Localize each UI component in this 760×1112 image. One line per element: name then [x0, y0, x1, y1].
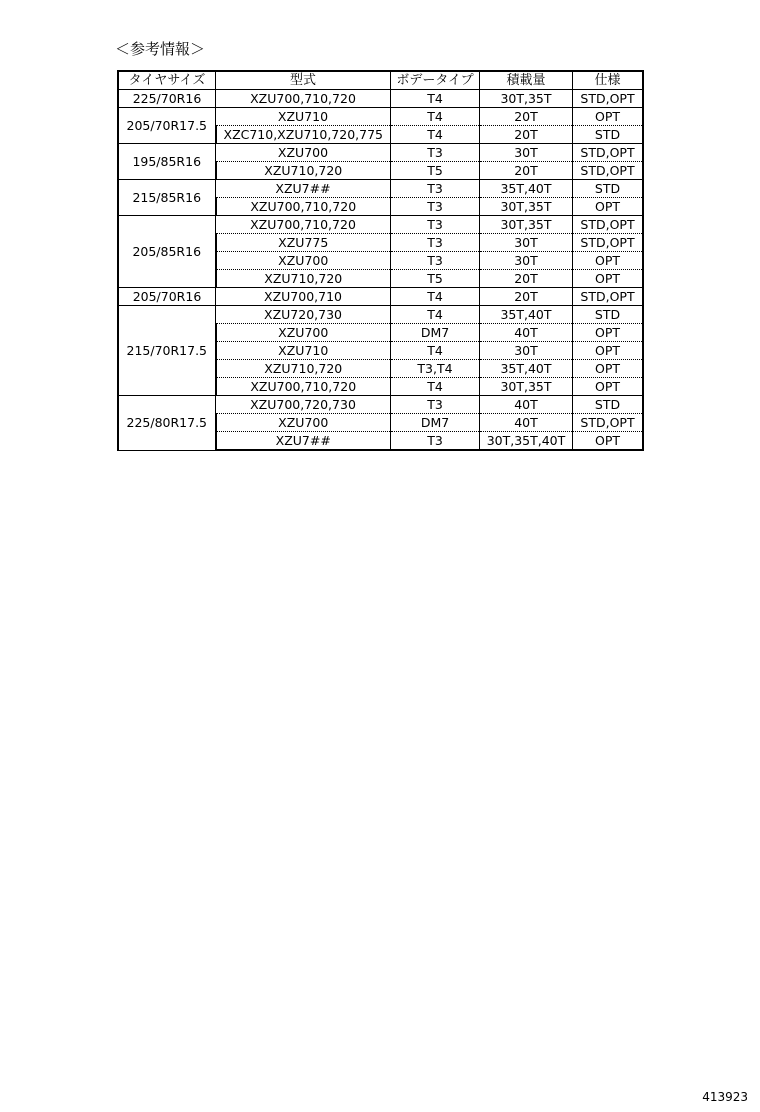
cell-specification: STD	[573, 126, 644, 144]
cell-specification: OPT	[573, 432, 644, 451]
cell-load-capacity: 40T	[480, 324, 573, 342]
header-load-capacity: 積載量	[480, 71, 573, 90]
cell-load-capacity: 30T,35T	[480, 90, 573, 108]
cell-load-capacity: 30T,35T	[480, 198, 573, 216]
cell-body-type: T3	[391, 432, 480, 451]
cell-model: XZU700	[216, 324, 391, 342]
cell-specification: OPT	[573, 270, 644, 288]
cell-body-type: T4	[391, 108, 480, 126]
cell-specification: STD	[573, 180, 644, 198]
table-row	[118, 90, 643, 108]
cell-body-type: T3	[391, 216, 480, 234]
cell-specification: OPT	[573, 108, 644, 126]
table-row	[118, 396, 643, 414]
cell-model: XZU710,720	[216, 360, 391, 378]
cell-specification: STD	[573, 306, 644, 324]
table-row	[118, 108, 643, 126]
cell-load-capacity: 20T	[480, 270, 573, 288]
cell-specification: OPT	[573, 252, 644, 270]
cell-model: XZC710,XZU710,720,775	[216, 126, 391, 144]
cell-specification: OPT	[573, 360, 644, 378]
cell-model: XZU700,710,720	[216, 216, 391, 234]
cell-model: XZU775	[216, 234, 391, 252]
table-row	[118, 180, 643, 198]
cell-load-capacity: 20T	[480, 288, 573, 306]
cell-model: XZU700	[216, 144, 391, 162]
cell-body-type: T4	[391, 342, 480, 360]
section-heading: ＜参考情報＞	[115, 40, 206, 58]
cell-model: XZU710,720	[216, 270, 391, 288]
cell-body-type: DM7	[391, 324, 480, 342]
cell-body-type: T5	[391, 270, 480, 288]
cell-body-type: T5	[391, 162, 480, 180]
cell-body-type: T4	[391, 306, 480, 324]
cell-body-type: T4	[391, 378, 480, 396]
cell-load-capacity: 20T	[480, 162, 573, 180]
header-specification: 仕様	[573, 71, 644, 90]
cell-load-capacity: 30T	[480, 252, 573, 270]
cell-model: XZU710	[216, 342, 391, 360]
cell-specification: STD	[573, 396, 644, 414]
cell-tire-size: 205/85R16	[118, 216, 216, 288]
header-model: 型式	[216, 71, 391, 90]
cell-specification: OPT	[573, 342, 644, 360]
cell-load-capacity: 35T,40T	[480, 360, 573, 378]
cell-body-type: T4	[391, 288, 480, 306]
cell-specification: STD,OPT	[573, 288, 644, 306]
table-body	[118, 90, 643, 451]
table-header-row	[118, 71, 643, 90]
cell-tire-size: 205/70R17.5	[118, 108, 216, 144]
cell-model: XZU700	[216, 414, 391, 432]
cell-body-type: T3	[391, 252, 480, 270]
cell-body-type: T3	[391, 198, 480, 216]
cell-tire-size: 195/85R16	[118, 144, 216, 180]
cell-load-capacity: 30T	[480, 144, 573, 162]
cell-model: XZU700	[216, 252, 391, 270]
table-row	[118, 306, 643, 324]
cell-specification: OPT	[573, 198, 644, 216]
cell-load-capacity: 30T,35T	[480, 216, 573, 234]
cell-load-capacity: 40T	[480, 396, 573, 414]
table-row	[118, 216, 643, 234]
header-tire-size: タイヤサイズ	[118, 71, 216, 90]
cell-tire-size: 215/85R16	[118, 180, 216, 216]
cell-specification: OPT	[573, 378, 644, 396]
cell-load-capacity: 30T,35T	[480, 378, 573, 396]
cell-specification: STD,OPT	[573, 90, 644, 108]
reference-table	[117, 70, 644, 451]
cell-model: XZU710,720	[216, 162, 391, 180]
cell-model: XZU720,730	[216, 306, 391, 324]
cell-model: XZU700,720,730	[216, 396, 391, 414]
header-body-type: ボデータイプ	[391, 71, 480, 90]
cell-body-type: T3,T4	[391, 360, 480, 378]
cell-body-type: T3	[391, 234, 480, 252]
cell-specification: STD,OPT	[573, 414, 644, 432]
cell-body-type: DM7	[391, 414, 480, 432]
cell-model: XZU710	[216, 108, 391, 126]
cell-body-type: T3	[391, 144, 480, 162]
cell-model: XZU700,710,720	[216, 198, 391, 216]
cell-specification: STD,OPT	[573, 216, 644, 234]
cell-specification: OPT	[573, 324, 644, 342]
cell-tire-size: 205/70R16	[118, 288, 216, 306]
cell-specification: STD,OPT	[573, 144, 644, 162]
cell-tire-size: 225/70R16	[118, 90, 216, 108]
cell-load-capacity: 30T	[480, 234, 573, 252]
cell-model: XZU700,710,720	[216, 378, 391, 396]
cell-body-type: T3	[391, 180, 480, 198]
cell-specification: STD,OPT	[573, 162, 644, 180]
cell-model: XZU700,710,720	[216, 90, 391, 108]
cell-model: XZU700,710	[216, 288, 391, 306]
cell-tire-size: 215/70R17.5	[118, 306, 216, 396]
table-row	[118, 288, 643, 306]
cell-body-type: T3	[391, 396, 480, 414]
cell-load-capacity: 20T	[480, 108, 573, 126]
cell-body-type: T4	[391, 126, 480, 144]
cell-load-capacity: 35T,40T	[480, 306, 573, 324]
cell-tire-size: 225/80R17.5	[118, 396, 216, 451]
cell-load-capacity: 35T,40T	[480, 180, 573, 198]
cell-model: XZU7##	[216, 432, 391, 451]
table-row	[118, 144, 643, 162]
cell-specification: STD,OPT	[573, 234, 644, 252]
cell-body-type: T4	[391, 90, 480, 108]
document-number: 413923	[702, 1090, 748, 1104]
cell-model: XZU7##	[216, 180, 391, 198]
cell-load-capacity: 20T	[480, 126, 573, 144]
cell-load-capacity: 30T,35T,40T	[480, 432, 573, 451]
cell-load-capacity: 40T	[480, 414, 573, 432]
cell-load-capacity: 30T	[480, 342, 573, 360]
